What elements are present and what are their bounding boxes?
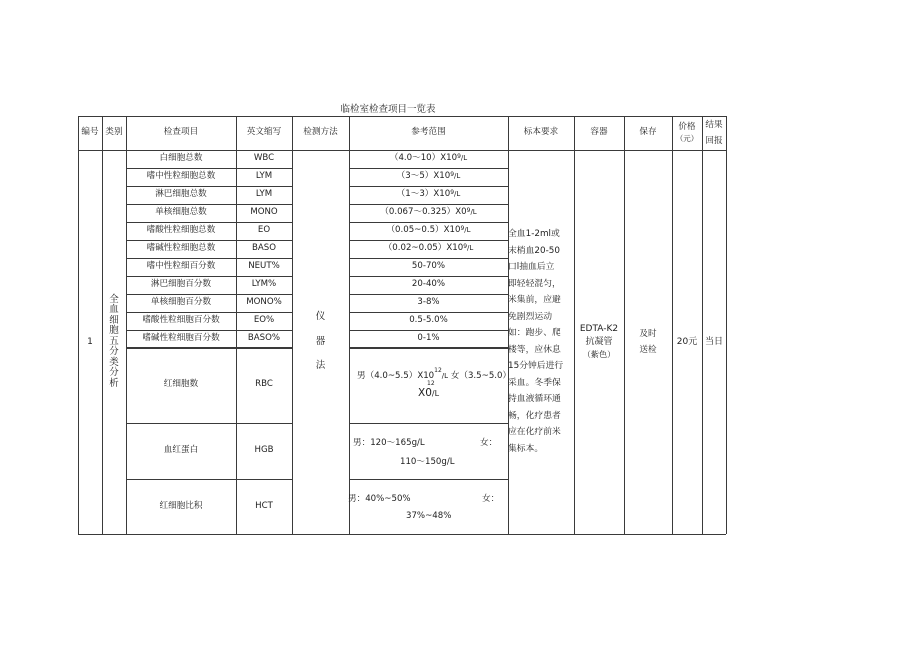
specimen-line: 口l抽血后立	[508, 262, 555, 272]
header-specimen: 标本要求	[523, 127, 559, 138]
category-char: 五	[109, 335, 119, 347]
row-sep-ref	[349, 348, 508, 349]
rbc-name: 红细胞数	[163, 379, 199, 390]
hct-ref-female-label: 女：	[482, 494, 500, 504]
specimen-line: 楼等，应休息	[508, 344, 561, 355]
table-row-abbr: LYM	[255, 189, 273, 200]
category-char: 细	[109, 314, 119, 326]
group-method	[292, 150, 349, 534]
container-line: （紫色）	[582, 349, 616, 360]
hgb-ref-male: 男：120～165g/L	[353, 438, 425, 448]
ref-exponent: 9	[466, 206, 471, 214]
specimen-line: 持血液循环通	[508, 394, 561, 404]
ref-unit: /L	[470, 208, 477, 217]
specimen-line: 15分钟后进行	[508, 361, 564, 371]
table-row-abbr: MONO	[250, 207, 278, 218]
header-category: 类别	[105, 127, 123, 138]
table-row-abbr: EO%	[253, 315, 275, 326]
table-row-abbr: BASO	[252, 243, 276, 254]
table-row-ref	[349, 258, 508, 276]
hct-ref-male: 男：40%~50%	[348, 494, 411, 504]
ref-exponent: 9	[450, 170, 455, 178]
specimen-line: 全血1-2ml或	[508, 229, 560, 239]
table-row-name: 白细胞总数	[159, 153, 203, 164]
rbc-abbr: RBC	[255, 379, 273, 390]
ref-value: （3～5）X10	[396, 171, 451, 182]
header-result	[702, 116, 726, 150]
hgb-ref-female: 110～150g/L	[400, 457, 455, 467]
lab-items-table	[78, 116, 726, 534]
table-row-abbr: WBC	[253, 153, 275, 164]
ref-unit: /L	[454, 172, 461, 181]
hgb-ref-female-label: 女：	[480, 438, 498, 448]
header-reference: 参考范围	[411, 127, 446, 138]
ref-value: 0.5-5.0%	[409, 315, 448, 326]
hct-name: 红细胞比积	[159, 500, 203, 511]
header-item: 检查项目	[163, 127, 199, 138]
table-row-abbr: BASO%	[247, 333, 281, 344]
method-char: 仪	[315, 310, 326, 322]
row-sep-ref	[349, 479, 508, 480]
ref-exponent: 9	[463, 242, 468, 250]
header-price-line2: （元）	[675, 133, 699, 143]
category-char: 分	[109, 346, 119, 358]
table-row-name: 嗜碱性粒细胞总数	[146, 243, 216, 254]
ref-unit: /L	[464, 226, 471, 235]
table-row-ref	[349, 150, 508, 168]
table-row-name: 淋巴细胞总数	[155, 189, 207, 200]
rbc-ref-unit2: /L	[431, 389, 440, 398]
group-category	[102, 150, 126, 534]
ref-exponent: 9	[460, 224, 465, 232]
table-row-ref	[349, 240, 508, 258]
header-method: 检测方法	[303, 127, 338, 138]
hgb-abbr: HGB	[254, 445, 274, 456]
category-char: 胞	[109, 325, 119, 337]
ref-value: 0-1%	[417, 333, 440, 344]
rbc-ref-sup2: 12	[427, 380, 435, 387]
group-result: 当日	[704, 336, 723, 347]
ref-value: （1～3）X10	[396, 189, 451, 200]
group-container	[574, 150, 624, 534]
table-row-name: 嗜酸性粒细胞总数	[146, 225, 216, 236]
group-specimen	[508, 226, 572, 457]
ref-value: 20-40%	[411, 279, 446, 290]
rbc-ref-unit1: /L	[441, 372, 449, 380]
group-price: 20元	[676, 336, 698, 347]
rbc-ref-line2	[418, 387, 439, 399]
specimen-line: 集标本。	[508, 443, 544, 454]
header-price	[672, 116, 702, 150]
hgb-name: 血红蛋白	[163, 445, 199, 456]
ref-value: （0.05~0.5）X10	[386, 225, 461, 236]
ref-value: （0.067～0.325）X0	[380, 207, 467, 218]
category-char: 类	[109, 356, 119, 368]
table-row-ref	[349, 186, 508, 204]
header-result-line2: 回报	[705, 136, 723, 146]
table-row-name: 单核细胞总数	[155, 207, 207, 218]
table-row-ref	[349, 222, 508, 240]
table-row-name: 单核细胞百分数	[150, 297, 212, 308]
ref-unit: /L	[460, 154, 468, 163]
hct-ref-female: 37%~48%	[406, 511, 452, 521]
table-border-right	[726, 116, 727, 534]
header-result-line1: 结果	[705, 119, 723, 130]
table-row-ref	[349, 204, 508, 222]
specimen-line: 如：跑步、爬	[508, 328, 561, 338]
ref-value: 50-70%	[411, 261, 446, 272]
ref-unit: /L	[454, 190, 461, 199]
method-char: 器	[315, 335, 326, 347]
table-row-ref	[349, 312, 508, 330]
rbc-ref-female: 女（3.5~5.0）	[450, 371, 512, 381]
table-row-ref	[349, 168, 508, 186]
specimen-line: 免剧烈运动	[508, 311, 552, 322]
rbc-ref-x0: X0	[418, 387, 432, 399]
rbc-ref-sup1: 12	[434, 367, 442, 374]
ref-unit: /L	[467, 244, 474, 253]
specimen-line: 即轻轻混匀，	[508, 278, 561, 289]
specimen-line: 米集前，应避	[508, 295, 561, 305]
storage-line: 送检	[639, 345, 657, 355]
specimen-line: 畅，化疗患者	[508, 410, 561, 421]
hct-abbr: HCT	[255, 500, 273, 511]
ref-value: （0.02~0.05）X10	[383, 243, 464, 254]
specimen-line: 采血。冬季保	[508, 377, 561, 388]
table-row-abbr: EO	[257, 225, 271, 236]
table-border-bottom	[78, 534, 726, 535]
group-storage	[624, 150, 672, 534]
table-row-ref	[349, 330, 508, 348]
table-row-abbr: MONO%	[246, 297, 282, 308]
category-char: 全	[109, 294, 119, 306]
group-number: 1	[87, 336, 93, 347]
table-row-name: 淋巴细胞百分数	[150, 279, 212, 290]
ref-value: 3-8%	[417, 297, 440, 308]
header-storage: 保存	[639, 127, 657, 138]
header-no: 编号	[81, 127, 99, 138]
table-row-abbr: LYM%	[251, 279, 277, 290]
row-sep-ref	[349, 423, 508, 424]
table-row-ref	[349, 276, 508, 294]
table-row-name: 嗜碱性粒细胞百分数	[142, 333, 220, 344]
table-row-abbr: NEUT%	[248, 261, 280, 272]
header-container: 容器	[590, 127, 608, 138]
specimen-line: 末梢血20-50	[508, 245, 560, 256]
ref-exponent: 9	[457, 152, 461, 160]
table-row-name: 嗜酸性粒细胞百分数	[142, 315, 220, 326]
container-line: 抗凝管	[585, 337, 613, 348]
table-row-abbr: LYM	[255, 171, 273, 182]
ref-value: （4.0～10）X10	[389, 153, 458, 164]
header-abbr: 英文缩写	[246, 127, 282, 138]
table-row-name: 嗜中性粒细胞总数	[146, 171, 216, 182]
page-title: 临检室检查项目一览表	[340, 104, 436, 115]
table-row-ref	[349, 294, 508, 312]
category-char: 血	[109, 304, 119, 316]
container-line: EDTA-K2	[579, 324, 619, 334]
header-price-line1: 价格	[678, 122, 696, 133]
method-char: 法	[315, 360, 326, 372]
storage-line: 及时	[639, 328, 657, 339]
category-char: 分	[109, 367, 119, 379]
category-char: 析	[109, 377, 119, 389]
rbc-ref-male: 男（4.0~5.5）X10	[357, 371, 435, 381]
ref-exponent: 9	[450, 188, 455, 196]
table-row-name: 嗜中性粒细百分数	[146, 261, 216, 272]
specimen-line: 应在化疗前米	[508, 427, 561, 437]
